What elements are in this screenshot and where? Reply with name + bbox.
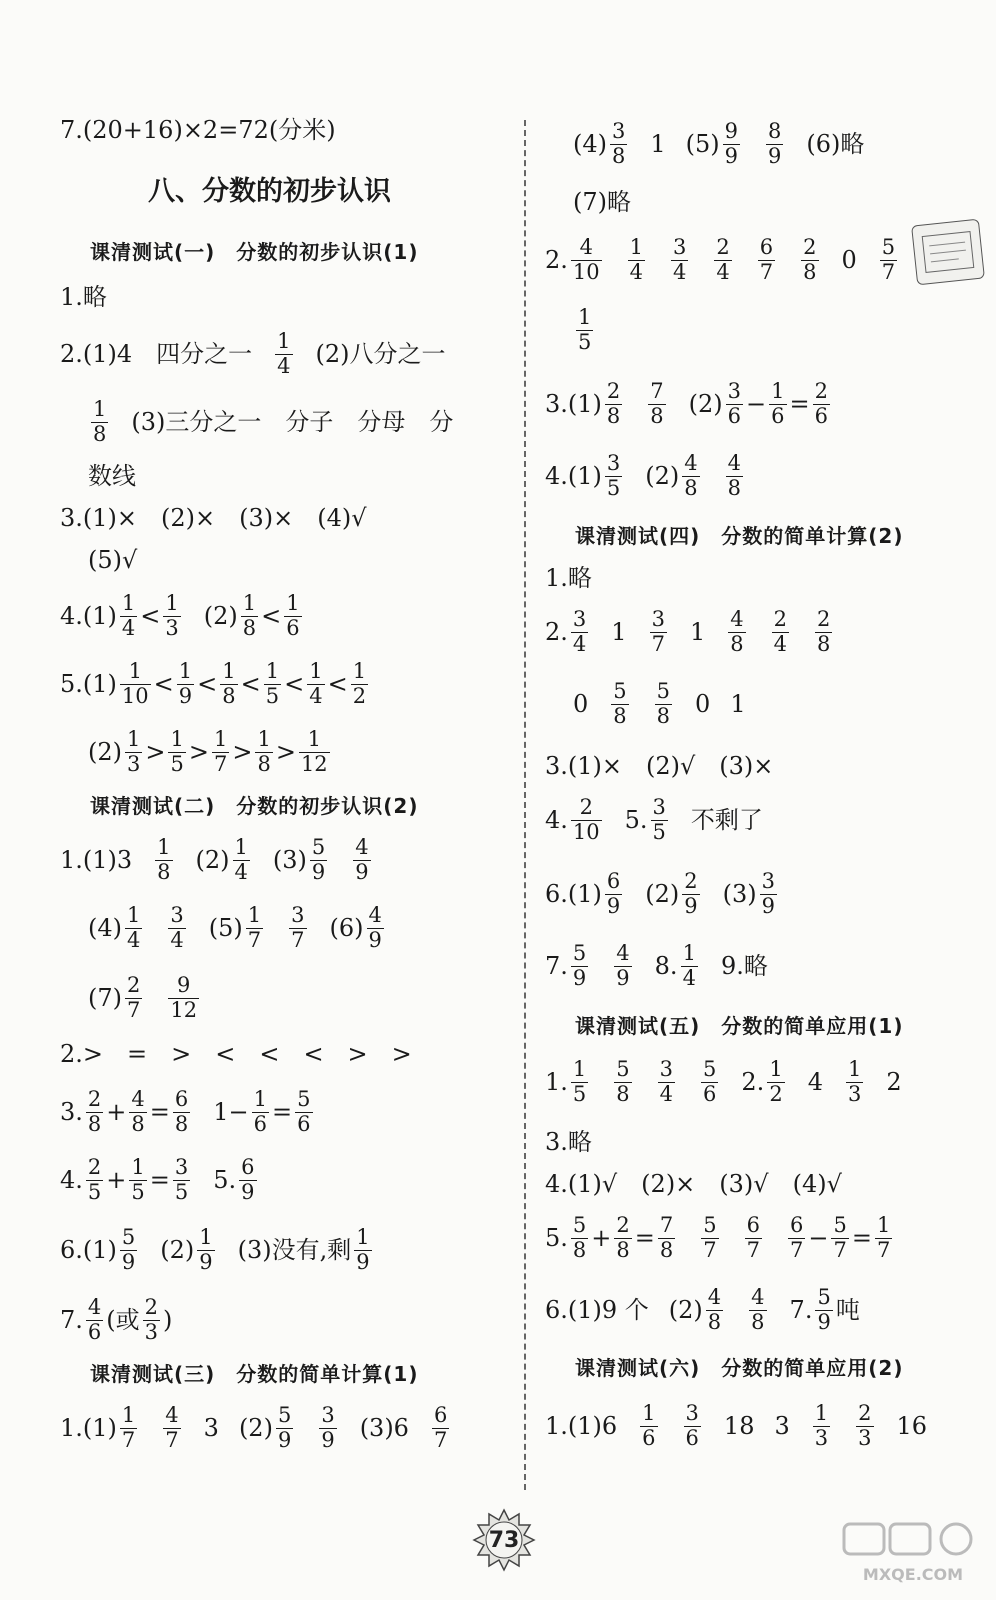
text: 6.(1)9 个 <box>545 1296 649 1325</box>
page-number-badge <box>472 1508 536 1572</box>
test2-q2: 2.> = > < < < > > <box>60 1040 412 1068</box>
test2-q1-line1: 1.(1)3 $\frac{1}{8}$ (2) $\frac{1}{4}$ (3) $\frac{5}{9}$ $\frac{4}{9}$ <box>60 835 369 884</box>
fraction: $\frac{1}{4}$ <box>277 329 291 378</box>
test1-q2-line2 <box>88 398 453 446</box>
test-heading-5: 课清测试(五) 分数的简单应用(1) <box>575 1014 904 1038</box>
test4-q2-line1: 2. $\frac{3}{4}$ 1 $\frac{3}{7}$ 1 $\frac{4}{8}$ $\frac{2}{4}$ $\frac{2}{8}$ <box>545 607 831 656</box>
test-heading-6: 课清测试(六) 分数的简单应用(2) <box>575 1356 904 1380</box>
test-heading-1: 课清测试(一) 分数的初步认识(1) <box>90 240 419 264</box>
corner-stamp <box>911 219 985 286</box>
stamp-graphic <box>920 229 976 274</box>
text: 2.(1)4 四分之一 <box>60 340 253 369</box>
test3-q2: 2. $\frac{4}{10}$ $\frac{1}{4}$ $\frac{3}{4}$ $\frac{2}{4}$ $\frac{6}{7}$ $\frac{2}{8}$ 0 $\frac{5}{7}$ <box>545 236 944 284</box>
test3-q4: 4.(1) $\frac{3}{5}$ (2) $\frac{4}{8}$ $\frac{4}{8}$ <box>545 451 742 500</box>
test1-q5-line2: (2) $\frac{1}{3}$ > $\frac{1}{5}$ > $\frac{1}{7}$ > $\frac{1}{8}$ > $\frac{1}{12}$ <box>88 727 328 776</box>
test1-q2-line1 <box>60 330 446 378</box>
text: 不剩了 <box>690 806 763 835</box>
text: 吨 <box>835 1296 860 1325</box>
text: (6)略 <box>806 130 865 159</box>
test2-q7: 7. $\frac{4}{6}$ (或 $\frac{2}{3}$ ) <box>60 1295 173 1344</box>
test4-q6: 6.(1) $\frac{6}{9}$ (2) $\frac{2}{9}$ (3) $\frac{3}{9}$ <box>545 869 776 918</box>
test4-q1: 1.略 <box>545 564 592 592</box>
test5-q4: 4.(1)√ (2)× (3)√ (4)√ <box>545 1170 842 1198</box>
test6-q1: 1.(1)6 $\frac{1}{6}$ $\frac{3}{6}$ 18 3 $\frac{1}{3}$ $\frac{2}{3}$ 16 <box>545 1401 928 1450</box>
test-heading-2: 课清测试(二) 分数的初步认识(2) <box>90 794 419 818</box>
test1-q4: 4.(1) $\frac{1}{4}$ < $\frac{1}{3}$ (2) $\frac{1}{8}$ < $\frac{1}{6}$ <box>60 591 300 640</box>
watermark-text: MXQE.COM <box>862 1565 964 1584</box>
text: (3)没有,剩 <box>237 1236 352 1265</box>
test3-q1-cont2: (7)略 <box>573 188 631 216</box>
test5-q6-q7: 6.(1)9 个 (2) $\frac{4}{8}$ $\frac{4}{8}$ 7. $\frac{5}{9}$ 吨 <box>545 1285 860 1334</box>
watermark-logo <box>838 1520 988 1586</box>
test-heading-3: 课清测试(三) 分数的简单计算(1) <box>90 1362 419 1386</box>
text: (3)三分之一 分子 分母 分 <box>131 408 454 437</box>
page-number: 73 <box>488 1527 520 1553</box>
test5-q5: 5. $\frac{5}{8}$ + $\frac{2}{8}$ = $\frac{7}{8}$ $\frac{5}{7}$ $\frac{6}{7}$ $\frac{6}{7}$ − $\frac{5}{7}$ = $\frac{1}{7}$ <box>545 1213 891 1262</box>
test4-q4-q5: 4. $\frac{2}{10}$ 5. $\frac{3}{5}$ 不剩了 <box>545 795 763 844</box>
section-title: 八、分数的初步认识 <box>148 176 391 207</box>
test1-q2-line3: 数线 <box>88 462 136 490</box>
test2-q3: 3. $\frac{2}{8}$ + $\frac{4}{8}$ = $\frac{6}{8}$ 1− $\frac{1}{6}$ = $\frac{5}{6}$ <box>60 1087 311 1136</box>
column-divider <box>524 120 526 1490</box>
test-heading-4: 课清测试(四) 分数的简单计算(2) <box>575 524 904 548</box>
test3-q1-cont: (4) $\frac{3}{8}$ 1 (5) $\frac{9}{9}$ $\frac{8}{9}$ (6)略 <box>573 119 865 168</box>
test2-q1-line3: (7) $\frac{2}{7}$ $\frac{9}{12}$ <box>88 973 198 1022</box>
test1-q3-line1: 3.(1)× (2)× (3)× (4)√ <box>60 504 367 532</box>
test1-q3-line2: (5)√ <box>88 546 138 574</box>
text: (或 <box>106 1306 140 1335</box>
text: (2)八分之一 <box>315 340 446 369</box>
test3-q3: 3.(1) $\frac{2}{8}$ $\frac{7}{8}$ (2) $\frac{3}{6}$ − $\frac{1}{6}$ = $\frac{2}{6}$ <box>545 379 828 428</box>
test1-q1: 1.略 <box>60 283 107 311</box>
test5-q1-q2: 1. $\frac{1}{5}$ $\frac{5}{8}$ $\frac{3}{4}$ $\frac{5}{6}$ 2. $\frac{1}{2}$ 4 $\frac{1}{3}$ 2 <box>545 1057 902 1106</box>
test3-q1: 1.(1) $\frac{1}{7}$ $\frac{4}{7}$ 3 (2) $\frac{5}{9}$ $\frac{3}{9}$ (3)6 $\frac{6}{7}$ <box>60 1403 448 1452</box>
test5-q3: 3.略 <box>545 1128 592 1156</box>
answer-7: 7.(20+16)×2=72(分米) <box>60 116 336 144</box>
test4-q2-line2: 0 $\frac{5}{8}$ $\frac{5}{8}$ 0 1 <box>573 679 746 728</box>
test4-q7-q9: 7. $\frac{5}{9}$ $\frac{4}{9}$ 8. $\frac{1}{4}$ 9.略 <box>545 941 768 990</box>
test2-q6: 6.(1) $\frac{5}{9}$ (2) $\frac{1}{9}$ (3)没有,剩 $\frac{1}{9}$ <box>60 1225 370 1274</box>
test2-q1-line2: (4) $\frac{1}{4}$ $\frac{3}{4}$ (5) $\frac{1}{7}$ $\frac{3}{7}$ (6) $\frac{4}{9}$ <box>88 903 382 952</box>
test2-q4-q5: 4. $\frac{2}{5}$ + $\frac{1}{5}$ = $\frac{3}{5}$ 5. $\frac{6}{9}$ <box>60 1155 255 1204</box>
fraction: $\frac{1}{8}$ <box>93 397 107 446</box>
text: 9.略 <box>720 952 768 981</box>
test1-q5-line1: 5.(1) $\frac{1}{10}$ < $\frac{1}{9}$ < $\frac{1}{8}$ < $\frac{1}{5}$ < $\frac{1}{4}$ < $\frac{1}{2}$ <box>60 659 367 708</box>
test4-q3: 3.(1)× (2)√ (3)× <box>545 752 774 780</box>
test3-q2-cont: $\frac{1}{5}$ <box>578 305 592 354</box>
